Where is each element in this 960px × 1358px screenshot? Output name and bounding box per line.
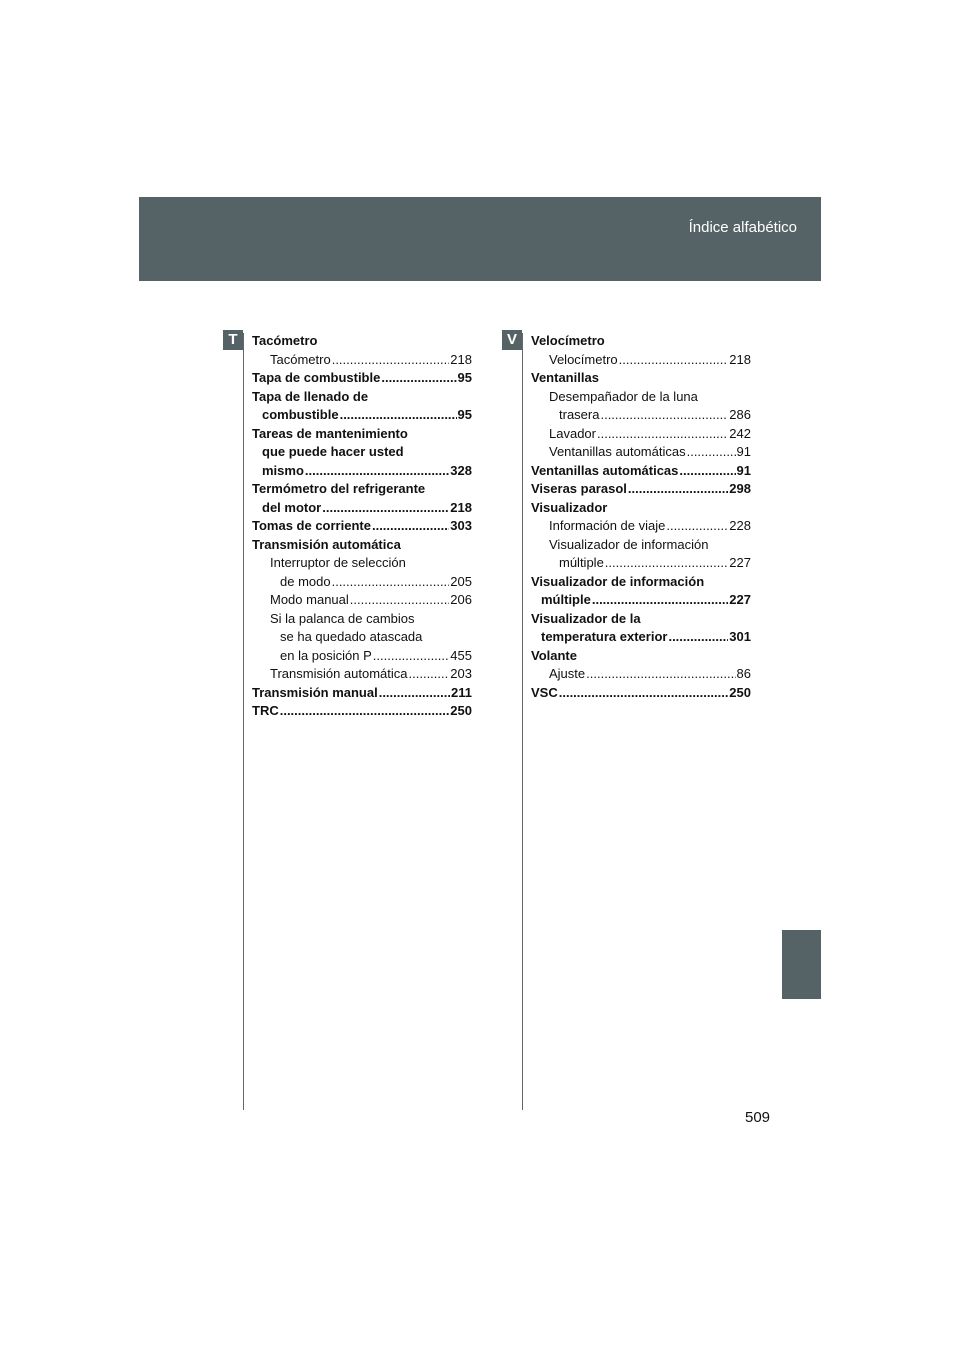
index-line xyxy=(531,462,751,481)
index-line xyxy=(252,369,472,388)
page-reference: 203 xyxy=(450,666,472,681)
index-line: Visualizador de información xyxy=(549,536,709,552)
leader-dots xyxy=(379,684,450,703)
leader-dots xyxy=(668,628,728,647)
index-heading: Visualizador xyxy=(531,499,608,515)
index-term: múltiple xyxy=(559,555,604,570)
page-reference: 95 xyxy=(457,370,472,385)
index-term: Viseras parasol xyxy=(531,481,627,496)
index-line xyxy=(252,702,472,721)
leader-dots xyxy=(600,406,728,425)
header-title: Índice alfabético xyxy=(688,219,797,236)
leader-dots xyxy=(619,351,729,370)
leader-dots xyxy=(332,351,450,370)
leader-dots xyxy=(332,573,450,592)
index-line: Interruptor de selección xyxy=(270,555,406,570)
index-term: mismo xyxy=(262,462,304,478)
index-line: Tapa de llenado de xyxy=(252,388,369,404)
index-term: VSC xyxy=(531,684,558,700)
index-heading: Velocímetro xyxy=(531,333,605,348)
leader-dots xyxy=(381,369,456,388)
page-reference: 455 xyxy=(450,647,472,663)
index-term: en la posición P xyxy=(280,647,372,663)
column-divider-left xyxy=(243,333,244,1110)
index-term: Tapa de combustible xyxy=(252,370,381,385)
index-line xyxy=(252,573,472,592)
index-term: múltiple xyxy=(541,592,591,607)
index-term: Modo manual xyxy=(270,592,349,607)
page-reference: 250 xyxy=(450,703,472,718)
index-line xyxy=(531,406,751,425)
page-reference: 218 xyxy=(450,351,472,367)
index-line: Tareas de mantenimiento xyxy=(252,425,408,441)
leader-dots xyxy=(559,684,729,703)
page-reference: 91 xyxy=(736,444,751,459)
leader-dots xyxy=(605,554,729,573)
leader-dots xyxy=(628,480,728,499)
leader-dots xyxy=(687,443,736,462)
index-line xyxy=(531,628,751,647)
section-side-tab xyxy=(782,930,821,999)
page-reference: 228 xyxy=(729,518,751,533)
page-reference: 298 xyxy=(729,481,751,496)
index-line: se ha quedado atascada xyxy=(280,629,423,644)
index-column-t xyxy=(252,332,472,721)
index-line: Visualizador de información xyxy=(531,573,705,589)
section-letter-v: V xyxy=(502,330,522,350)
index-line: Si la palanca de cambios xyxy=(270,610,415,626)
page-reference: 211 xyxy=(451,684,472,700)
index-term: Ventanillas automáticas xyxy=(531,462,679,478)
page-reference: 242 xyxy=(729,425,751,441)
leader-dots xyxy=(305,462,449,481)
leader-dots xyxy=(586,665,735,684)
page-number: 509 xyxy=(745,1109,771,1126)
index-term: Ventanillas automáticas xyxy=(549,444,686,459)
index-line xyxy=(252,517,472,536)
index-heading: Tacómetro xyxy=(252,333,318,348)
leader-dots xyxy=(597,425,728,444)
index-line: Desempañador de la luna xyxy=(549,388,698,404)
leader-dots xyxy=(409,665,450,684)
index-line xyxy=(531,684,751,703)
leader-dots xyxy=(350,591,450,610)
index-term: combustible xyxy=(262,407,339,422)
index-term: trasera xyxy=(559,407,600,422)
leader-dots xyxy=(373,647,450,666)
page-reference: 218 xyxy=(729,351,751,367)
index-heading: Transmisión automática xyxy=(252,536,401,552)
index-term: Velocímetro xyxy=(549,351,618,367)
index-term: Ajuste xyxy=(549,666,586,681)
index-term: Transmisión manual xyxy=(252,684,378,700)
index-term: Tacómetro xyxy=(270,351,331,367)
page-reference: 95 xyxy=(457,407,472,422)
index-term: TRC xyxy=(252,703,279,718)
index-line xyxy=(252,647,472,666)
index-term: Transmisión automática xyxy=(270,666,408,681)
column-divider-right xyxy=(522,333,523,1110)
page-reference: 303 xyxy=(450,518,472,533)
index-line xyxy=(252,684,472,703)
page-reference: 328 xyxy=(450,462,472,478)
index-term: Tomas de corriente xyxy=(252,518,371,533)
page-reference: 206 xyxy=(450,592,472,607)
index-term: Lavador xyxy=(549,425,596,441)
index-line xyxy=(252,462,472,481)
leader-dots xyxy=(322,499,449,518)
leader-dots xyxy=(372,517,449,536)
leader-dots xyxy=(280,702,450,721)
index-line: que puede hacer usted xyxy=(262,444,404,459)
index-term: del motor xyxy=(262,499,322,515)
leader-dots xyxy=(592,591,728,610)
page-reference: 205 xyxy=(450,573,472,589)
index-line: Termómetro del refrigerante xyxy=(252,481,426,496)
page-reference: 227 xyxy=(729,555,751,570)
index-line xyxy=(531,591,751,610)
section-letter-t: T xyxy=(223,330,243,350)
index-line xyxy=(252,665,472,684)
index-line xyxy=(531,443,751,462)
index-line xyxy=(531,480,751,499)
page-reference: 91 xyxy=(736,462,751,478)
leader-dots xyxy=(666,517,728,536)
page-reference: 286 xyxy=(729,407,751,422)
index-line xyxy=(252,499,472,518)
header-band xyxy=(139,197,821,281)
page-reference: 218 xyxy=(450,499,472,515)
index-line xyxy=(531,665,751,684)
leader-dots xyxy=(679,462,735,481)
leader-dots xyxy=(340,406,457,425)
page-reference: 86 xyxy=(736,666,751,681)
page-reference: 301 xyxy=(729,629,751,644)
index-line xyxy=(531,517,751,536)
index-column-v xyxy=(531,332,751,702)
index-line xyxy=(252,351,472,370)
index-term: temperatura exterior xyxy=(541,629,668,644)
page-reference: 227 xyxy=(729,592,751,607)
page-reference: 250 xyxy=(729,684,751,700)
index-line: Visualizador de la xyxy=(531,610,641,626)
index-term: Información de viaje xyxy=(549,518,666,533)
index-line xyxy=(531,351,751,370)
index-line xyxy=(252,591,472,610)
index-term: de modo xyxy=(280,573,331,589)
index-line xyxy=(531,554,751,573)
index-line xyxy=(252,406,472,425)
index-line xyxy=(531,425,751,444)
index-heading: Ventanillas xyxy=(531,370,599,385)
index-heading: Volante xyxy=(531,647,577,663)
